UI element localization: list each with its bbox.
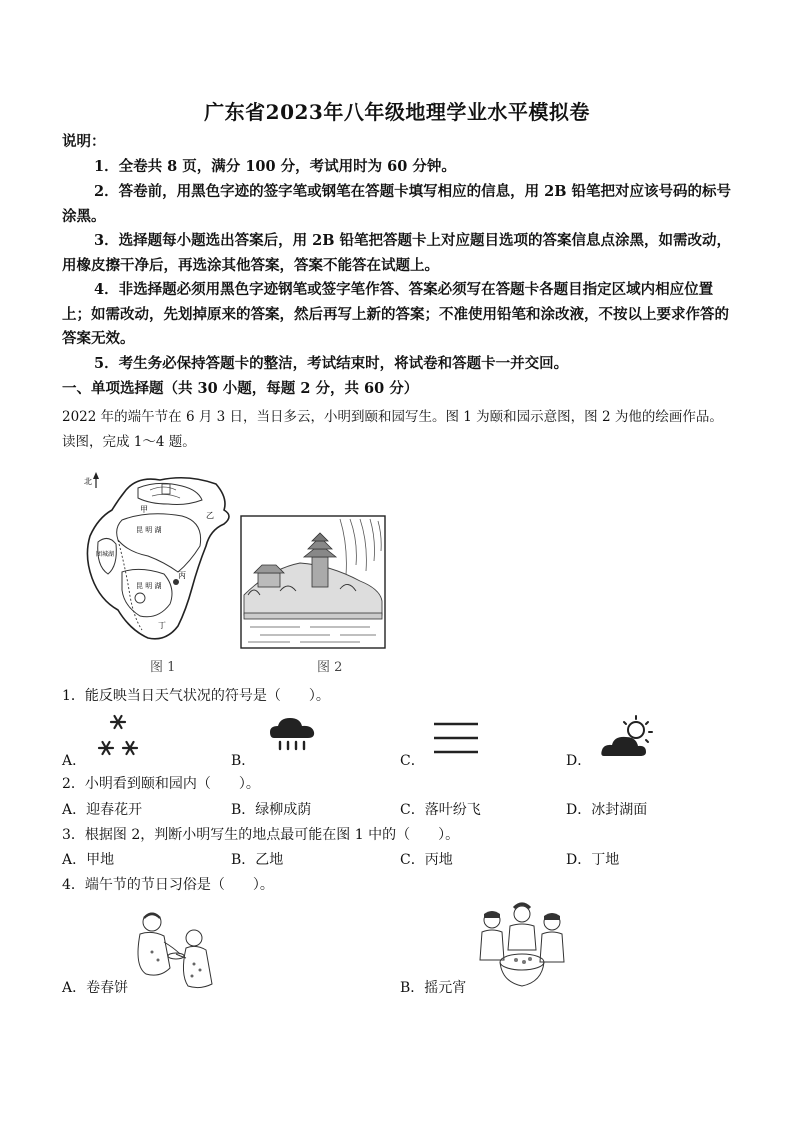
- instruction-item: 1．全卷共 8 页，满分 100 分，考试用时为 60 分钟。: [94, 158, 456, 175]
- q4-option-b-letter: B．: [400, 980, 425, 996]
- q2-option-a[interactable]: [62, 799, 142, 819]
- q2-option-a-letter: A．: [62, 802, 87, 818]
- page-title: 广东省2023年八年级地理学业水平模拟卷: [204, 100, 590, 124]
- q3-option-c-text: 丙地: [424, 852, 453, 868]
- q3-option-d[interactable]: [566, 849, 619, 869]
- fog-icon: [432, 718, 480, 758]
- q2-option-c-text: 落叶纷飞: [424, 802, 481, 818]
- q4-option-b-text: 摇元宵: [424, 980, 467, 996]
- q4-option-b[interactable]: [400, 977, 466, 997]
- map-label-jia: 甲: [140, 505, 148, 514]
- figure-1-map: [78, 470, 238, 648]
- map-label-yi: 乙: [206, 511, 214, 520]
- map-label-bing: 丙: [178, 571, 186, 580]
- question-2-stem: 2．小明看到颐和园内（ ）。: [62, 776, 260, 792]
- q2-option-d[interactable]: [566, 799, 647, 819]
- map-label-kunming-lake-south: 昆 明 湖: [136, 582, 162, 590]
- q2-option-b-letter: B．: [231, 802, 256, 818]
- map-label-kunming-lake: 昆 明 湖: [136, 526, 162, 534]
- instruction-item: 4．非选择题必须用黑色字迹钢笔或签字笔作答、答案必须写在答题卡各题目指定区域内相应位置上；如需改动，先划掉原来的答案，然后再写上新的答案；不准使用铅笔和涂改液，不按以上要求作答的答案无效。: [62, 281, 729, 347]
- q2-option-c[interactable]: [400, 799, 481, 819]
- q3-option-b-text: 乙地: [255, 852, 284, 868]
- q4-option-a-text: 卷春饼: [86, 980, 129, 996]
- q2-option-d-text: 冰封湖面: [591, 802, 648, 818]
- figure-2-caption: 图 2: [317, 660, 343, 675]
- q3-option-a[interactable]: [62, 849, 114, 869]
- q2-option-b[interactable]: [231, 799, 311, 819]
- q3-option-d-letter: D．: [566, 852, 592, 868]
- section-heading: 一、单项选择题（共 30 小题，每题 2 分，共 60 分）: [62, 380, 419, 397]
- q3-option-c-letter: C．: [400, 852, 425, 868]
- q3-option-b-letter: B．: [231, 852, 256, 868]
- map-label-tuancheng-lake: 团城湖: [96, 551, 115, 558]
- q1-option-c-label[interactable]: C．: [400, 753, 425, 769]
- q2-option-a-text: 迎春花开: [86, 802, 143, 818]
- instructions-heading: 说明：: [62, 133, 106, 150]
- map-label-north: 北: [84, 477, 92, 486]
- question-3-stem: 3．根据图 2，判断小明写生的地点最可能在图 1 中的（ ）。: [62, 827, 460, 843]
- q2-option-d-letter: D．: [566, 802, 592, 818]
- q3-option-b[interactable]: [231, 849, 283, 869]
- figure-2-painting: [240, 515, 386, 649]
- partly-cloudy-icon: [600, 714, 658, 760]
- q2-option-c-letter: C．: [400, 802, 425, 818]
- rain-icon: [268, 716, 318, 754]
- figure-1-caption: 图 1: [150, 660, 176, 675]
- instruction-item: 3．选择题每小题选出答案后，用 2B 铅笔把答题卡上对应题目选项的答案信息点涂黑，如需改动，用橡皮擦干净后，再选涂其他答案，答案不能答在试题上。: [62, 232, 732, 274]
- question-1-stem: 1．能反映当日天气状况的符号是（ ）。: [62, 688, 330, 704]
- q4-option-a-letter: A．: [62, 980, 87, 996]
- yuanxiao-illustration: [472, 900, 572, 992]
- map-label-ding: 丁: [158, 621, 166, 630]
- q4-option-a[interactable]: [62, 977, 128, 997]
- q1-option-b-label[interactable]: B．: [231, 753, 256, 769]
- q3-option-a-letter: A．: [62, 852, 87, 868]
- q2-option-b-text: 绿柳成荫: [255, 802, 312, 818]
- instruction-item: 2．答卷前，用黑色字迹的签字笔或钢笔在答题卡填写相应的信息，用 2B 铅笔把对应该号码的标号涂黑。: [62, 183, 732, 225]
- material-text: 2022 年的端午节在 6 月 3 日，当日多云，小明到颐和园写生。图 1 为颐和园示意图，图 2 为他的绘画作品。读图，完成 1～4 题。: [62, 409, 723, 450]
- q3-option-c[interactable]: [400, 849, 453, 869]
- spring-pancake-illustration: [130, 908, 222, 994]
- snow-icon: [96, 712, 142, 760]
- instruction-item: 5．考生务必保持答题卡的整洁，考试结束时，将试卷和答题卡一并交回。: [94, 355, 569, 372]
- question-4-stem: 4．端午节的节日习俗是（ ）。: [62, 877, 274, 893]
- q1-option-d-label[interactable]: D．: [566, 753, 592, 769]
- q1-option-a-label[interactable]: A．: [62, 753, 87, 769]
- q3-option-d-text: 丁地: [591, 852, 620, 868]
- q3-option-a-text: 甲地: [86, 852, 115, 868]
